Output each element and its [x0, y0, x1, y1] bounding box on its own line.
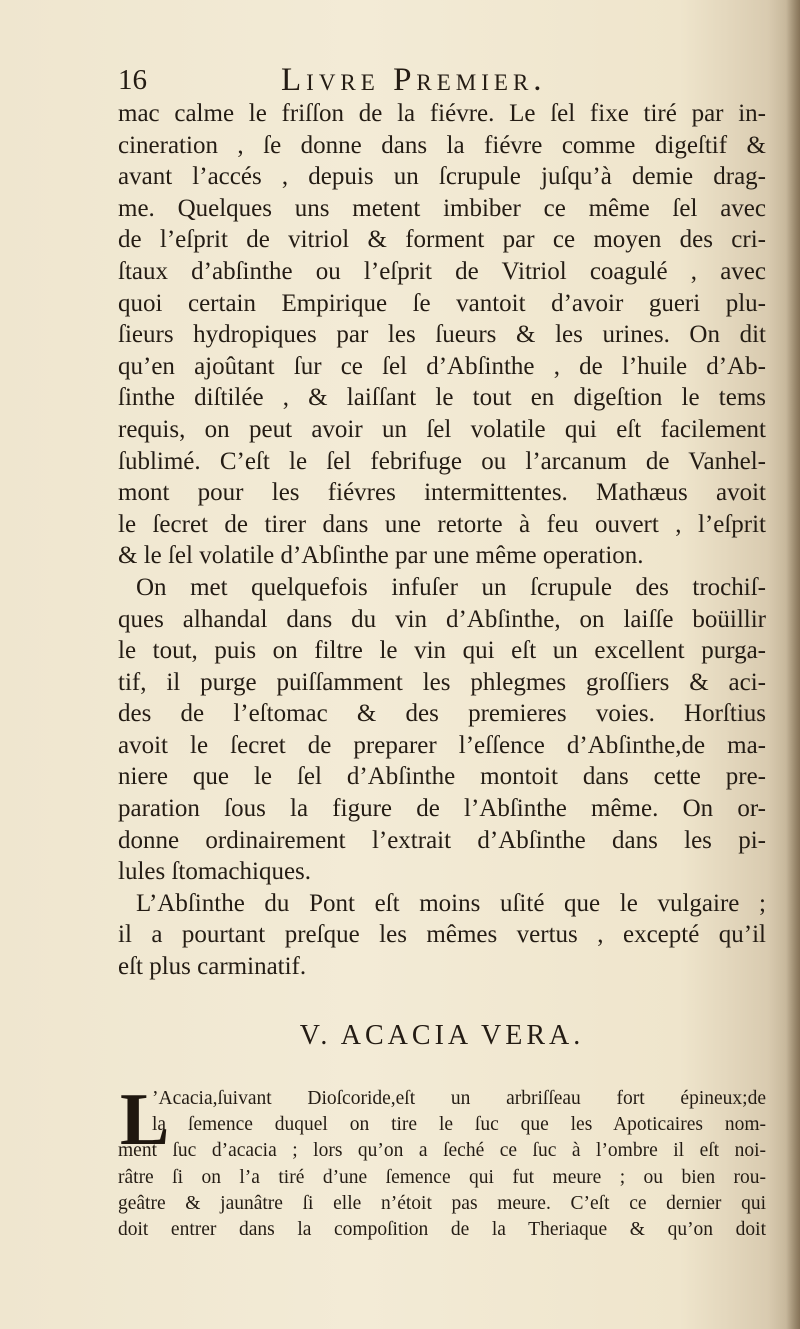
text-line: qu’en ajoûtant ſur ce ſel d’Abſinthe , de l’huile d’Ab-: [118, 352, 766, 380]
text-line: tif, il purge puiſſamment les phlegmes groſſiers & aci-: [118, 668, 766, 696]
text-line: des de l’eſtomac & des premieres voies. Horſtius: [118, 700, 766, 728]
text-line: donne ordinairement l’extrait d’Abſinthe dans les pi-: [118, 826, 766, 854]
section-text: [118, 1079, 766, 1243]
text-line: quoi certain Empirique ſe vantoit d’avoir gueri plu-: [118, 289, 766, 317]
text-line: me. Quelques uns metent imbiber ce même ſel avec: [118, 194, 766, 222]
text-line: niere que le ſel d’Abſinthe montoit dans cette pre-: [118, 763, 766, 791]
text-line: de l’eſprit de vitriol & forment par ce moyen des cri-: [118, 226, 766, 254]
text-line: ſtaux d’abſinthe ou l’eſprit de Vitriol coagulé , avec: [118, 257, 766, 285]
section-line: ’Acacia,ſuivant Dioſcoride,eſt un arbriſſeau fort épineux;de: [152, 1088, 766, 1109]
text-line: lules ſtomachiques.: [118, 858, 312, 886]
text-line: & le ſel volatile d’Abſinthe par une même operation.: [118, 542, 644, 570]
text-line: eſt plus carminatif.: [118, 953, 307, 981]
text-line: paration ſous la figure de l’Abſinthe même. On or-: [118, 795, 766, 823]
section-line: doit entrer dans la compoſition de la Theriaque & qu’on doit: [118, 1218, 766, 1240]
text-line: mont pour les fiévres intermittentes. Mathæus avoit: [118, 479, 766, 507]
section-line: la ſemence duquel on tire le ſuc que les Apoticaires nom-: [152, 1114, 766, 1136]
section-line: râtre ſi on l’a tiré d’une ſemence qui fut meure ; ou bien rou-: [118, 1166, 766, 1188]
running-head: Livre Premier.: [281, 62, 547, 98]
text-line: requis, on peut avoir un ſel volatile qui eſt facilement: [118, 415, 766, 443]
text-line: mac calme le friſſon de la fiévre. Le ſel fixe tiré par in-: [118, 100, 766, 127]
section-title: V. ACACIA VERA.: [299, 1020, 585, 1051]
text-line: avoit le ſecret de preparer l’eſſence d’Abſinthe,de ma-: [118, 731, 766, 759]
text-line: le ſecret de tirer dans une retorte à feu ouvert , l’eſprit: [118, 510, 766, 538]
text-line: avant l’accés , depuis un ſcrupule juſqu’à demie drag-: [118, 163, 766, 191]
section-line: geâtre & jaunâtre ſi elle n’étoit pas meure. C’eſt ce dernier qui: [118, 1192, 766, 1214]
text-line: ſinthe diſtilée , & laiſſant le tout en digeſtion le tems: [118, 384, 766, 412]
text-line: L’Abſinthe du Pont eſt moins uſité que le vulgaire ;: [136, 889, 766, 917]
text-line: ques alhandal dans du vin d’Abſinthe, on laiſſe boüillir: [118, 605, 766, 633]
page-edge-shadow: [786, 0, 800, 1329]
text-line: le tout, puis on filtre le vin qui eſt un excellent purga-: [118, 637, 766, 665]
text-line: On met quelquefois infuſer un ſcrupule des trochiſ-: [136, 573, 766, 601]
body-text: [118, 98, 766, 983]
text-line: cineration , ſe donne dans la fiévre comme digeſtif &: [118, 131, 766, 159]
page-number: 16: [118, 64, 147, 96]
drop-cap: L: [120, 1079, 170, 1161]
text-line: ſieurs hydropiques par les ſueurs & les urines. On dit: [118, 321, 766, 349]
text-line: il a pourtant preſque les mêmes vertus , excepté qu’il: [118, 921, 766, 949]
text-line: ſublimé. C’eſt le ſel febrifuge ou l’arcanum de Vanhel-: [118, 447, 766, 475]
section-line: ment ſuc d’acacia ; lors qu’on a ſeché ce ſuc à l’ombre il eſt noi-: [118, 1140, 766, 1162]
